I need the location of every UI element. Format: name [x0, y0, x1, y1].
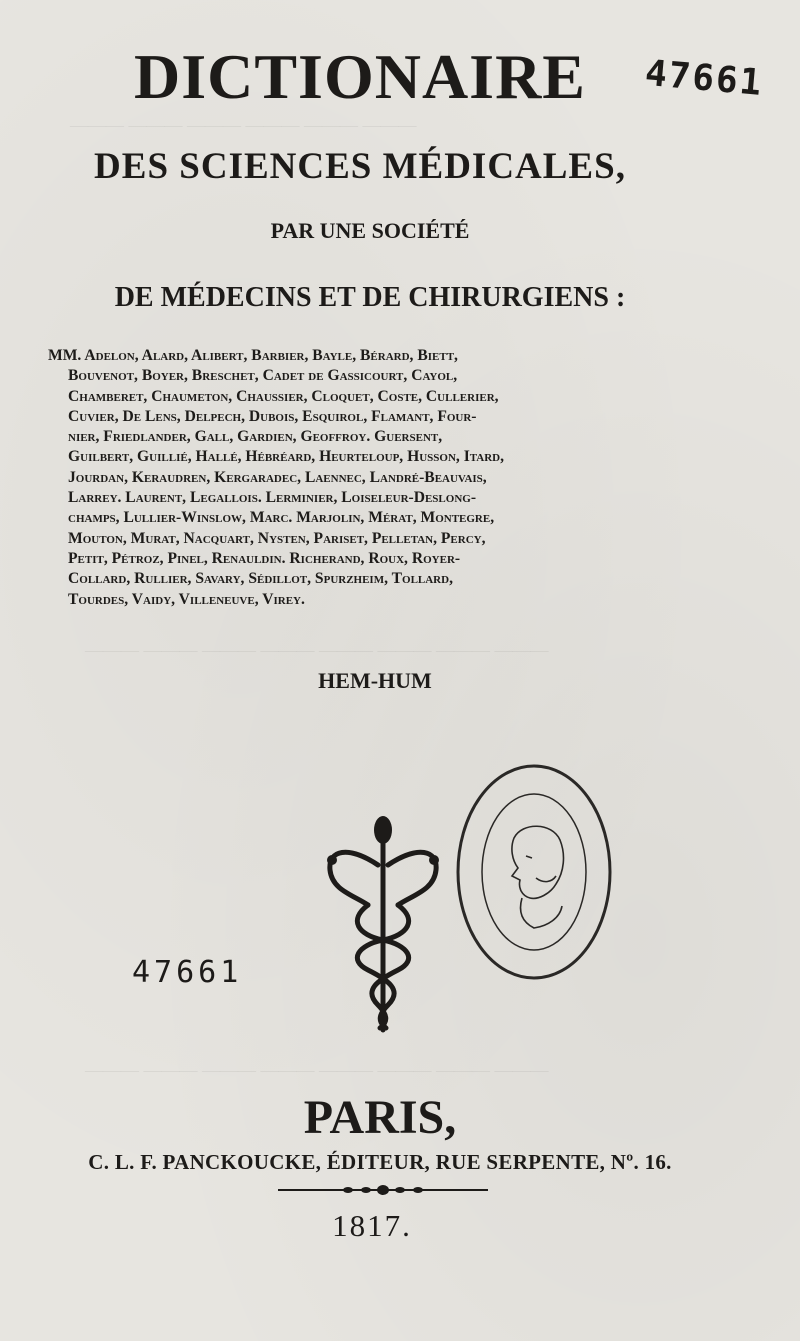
- author-list: [48, 346, 696, 610]
- author-line: Tourdes, Vaidy, Villeneuve, Virey.: [68, 590, 305, 608]
- author-line: MM. Adelon, Alard, Alibert, Barbier, Bayle, Bérard, Biett,: [48, 347, 458, 364]
- author-line: Guilbert, Guillié, Hallé, Hébréard, Heurteloup, Husson, Itard,: [68, 448, 505, 466]
- author-line: nier, Friedlander, Gall, Gardien, Geoffroy. Guersent,: [68, 428, 443, 446]
- imprint-publisher: C. L. F. PANCKOUCKE, ÉDITEUR, RUE SERPENTE, Nº. 16.: [88, 1150, 672, 1174]
- library-stamp-icon: [452, 760, 617, 985]
- shelfmark-handwritten: 47661: [643, 52, 765, 105]
- author-line: Larrey. Laurent, Legallois. Lerminier, Loiseleur-Deslong-: [68, 489, 477, 507]
- caduceus-icon: [318, 810, 448, 1035]
- volume-range: HEM-HUM: [318, 668, 432, 693]
- author-line: champs, Lullier-Winslow, Marc. Marjolin, Mérat, Montegre,: [68, 509, 495, 527]
- ornament-rule-icon: [278, 1183, 488, 1197]
- author-line: Petit, Pétroz, Pinel, Renauldin. Richerand, Roux, Royer-: [68, 549, 461, 567]
- author-line: Jourdan, Keraudren, Kergaradec, Laennec, Landré-Beauvais,: [68, 468, 487, 486]
- bleed-through-text: ——— ——— ——— ——— ——— ——— ——— ———: [85, 1060, 549, 1080]
- imprint-year: 1817.: [332, 1208, 412, 1243]
- society-line: PAR UNE SOCIÉTÉ: [270, 218, 470, 243]
- author-line: Cuvier, De Lens, Delpech, Dubois, Esquirol, Flamant, Four-: [68, 407, 477, 425]
- author-line: Mouton, Murat, Nacquart, Nysten, Pariset, Pelletan, Percy,: [68, 529, 486, 547]
- imprint-place: PARIS,: [303, 1091, 457, 1144]
- bleed-through-text: ——— ——— ——— ——— ——— ———: [70, 115, 417, 135]
- author-line: Collard, Rullier, Savary, Sédillot, Spurzheim, Tollard,: [68, 570, 453, 588]
- bleed-through-text: ——— ——— ——— ——— ——— ——— ——— ———: [85, 640, 549, 660]
- doctors-line: DE MÉDECINS ET DE CHIRURGIENS :: [114, 282, 626, 313]
- book-subtitle: DES SCIENCES MÉDICALES,: [94, 146, 626, 187]
- book-title: DICTIONAIRE: [134, 41, 586, 112]
- author-line: Bouvenot, Boyer, Breschet, Cadet de Gassicourt, Cayol,: [68, 367, 458, 385]
- author-line: Chamberet, Chaumeton, Chaussier, Cloquet, Coste, Cullerier,: [68, 387, 499, 405]
- shelfmark-stamped: 47661: [132, 955, 243, 990]
